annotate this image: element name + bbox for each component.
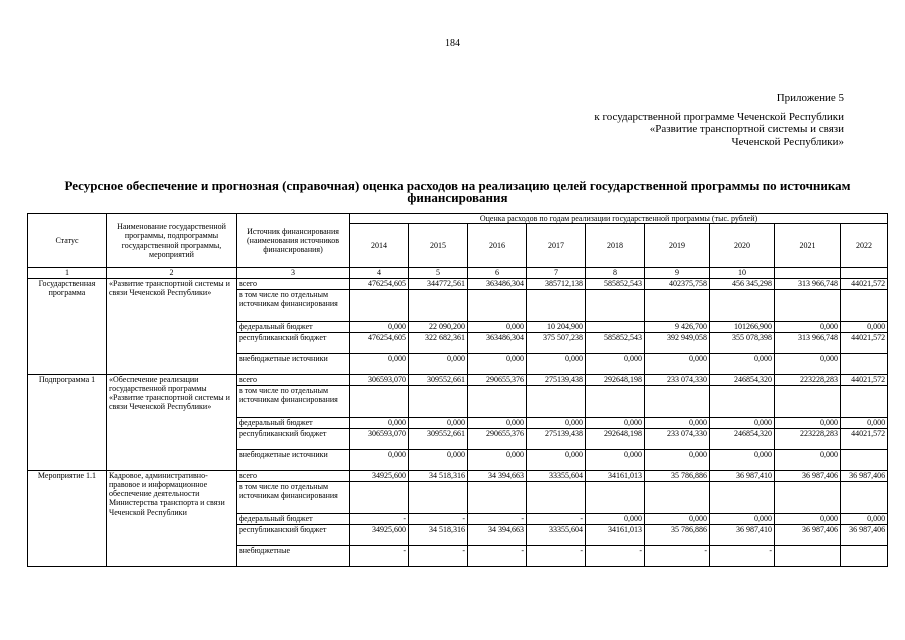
value-cell (775, 481, 841, 513)
column-index (841, 268, 888, 278)
value-cell: 322 682,361 (409, 332, 468, 353)
row-source: внебюджетные источники (237, 353, 350, 374)
value-cell (468, 289, 527, 321)
value-cell (586, 289, 645, 321)
value-cell: 585852,543 (586, 332, 645, 353)
table-row (28, 374, 888, 385)
value-cell: 306593,070 (350, 374, 409, 385)
value-cell: 355 078,398 (710, 332, 775, 353)
row-source: республиканский бюджет (237, 332, 350, 353)
value-cell: 476254,605 (350, 332, 409, 353)
value-cell: 0,000 (527, 449, 586, 470)
value-cell: 223228,283 (775, 374, 841, 385)
value-cell (586, 481, 645, 513)
value-cell (409, 481, 468, 513)
value-cell (350, 385, 409, 417)
value-cell: 0,000 (710, 513, 775, 524)
row-name: «Развитие транспортной системы и связи Чеченской Республики» (107, 278, 237, 374)
value-cell: 0,000 (527, 417, 586, 428)
table-row (28, 470, 888, 481)
column-index: 8 (586, 268, 645, 278)
value-cell: 290655,376 (468, 374, 527, 385)
document-title: Ресурсное обеспечение и прогнозная (справочная) оценка расходов на реализацию целей государственной программы по источникам финансирования (64, 178, 851, 205)
appendix-line: «Развитие транспортной системы и связи (649, 123, 844, 135)
value-cell (586, 385, 645, 417)
value-cell: 246854,320 (710, 428, 775, 449)
value-cell: 0,000 (350, 321, 409, 332)
year-header: 2020 (710, 224, 775, 268)
value-cell: 36 987,406 (775, 524, 841, 545)
value-cell: 313 966,748 (775, 278, 841, 289)
row-source: федеральный бюджет (237, 513, 350, 524)
value-cell: 0,000 (775, 353, 841, 374)
value-cell: - (645, 545, 710, 566)
value-cell: 35 786,886 (645, 470, 710, 481)
value-cell: 456 345,298 (710, 278, 775, 289)
value-cell: 34925,600 (350, 470, 409, 481)
value-cell (841, 481, 888, 513)
value-cell (710, 385, 775, 417)
value-cell: 33355,604 (527, 524, 586, 545)
row-source: в том числе по отдельным источникам финансирования (237, 385, 350, 417)
appendix-line: к государственной программе Чеченской Республики (594, 110, 844, 123)
year-header: 2021 (775, 224, 841, 268)
value-cell: 0,000 (409, 353, 468, 374)
value-cell: 292648,198 (586, 374, 645, 385)
value-cell (586, 321, 645, 332)
value-cell: 36 987,406 (841, 524, 888, 545)
value-cell: 36 987,406 (841, 470, 888, 481)
value-cell: 34 394,663 (468, 470, 527, 481)
header-name: Наименование государственной программы, подпрограммы государственной программы, мероприятий (107, 214, 237, 268)
value-cell: 34 518,316 (409, 524, 468, 545)
value-cell: 0,000 (350, 353, 409, 374)
value-cell (468, 385, 527, 417)
row-source: в том числе по отдельным источникам финансирования (237, 481, 350, 513)
value-cell: 0,000 (409, 449, 468, 470)
value-cell: 0,000 (645, 353, 710, 374)
row-source: республиканский бюджет (237, 524, 350, 545)
value-cell (468, 481, 527, 513)
column-index: 9 (645, 268, 710, 278)
appendix-block (594, 92, 844, 148)
value-cell (645, 385, 710, 417)
column-index: 2 (107, 268, 237, 278)
value-cell: 476254,605 (350, 278, 409, 289)
column-index: 10 (710, 268, 775, 278)
value-cell: 0,000 (841, 513, 888, 524)
value-cell: - (710, 545, 775, 566)
column-index: 4 (350, 268, 409, 278)
row-source: республиканский бюджет (237, 428, 350, 449)
value-cell: 223228,283 (775, 428, 841, 449)
value-cell: 0,000 (468, 417, 527, 428)
value-cell: 44021,572 (841, 332, 888, 353)
value-cell: 309552,661 (409, 428, 468, 449)
value-cell: 0,000 (710, 449, 775, 470)
value-cell: 292648,198 (586, 428, 645, 449)
value-cell (527, 385, 586, 417)
value-cell: 44021,572 (841, 428, 888, 449)
value-cell: 0,000 (775, 513, 841, 524)
year-header: 2017 (527, 224, 586, 268)
value-cell: 233 074,330 (645, 428, 710, 449)
value-cell: 306593,070 (350, 428, 409, 449)
value-cell: 402375,758 (645, 278, 710, 289)
row-source: в том числе по отдельным источникам финансирования (237, 289, 350, 321)
row-name: «Обеспечение реализации государственной программы «Развитие транспортной системы и связи Чеченской Республики» (107, 374, 237, 470)
row-status: Подпрограмма 1 (28, 374, 107, 470)
value-cell: 34 518,316 (409, 470, 468, 481)
value-cell: 0,000 (710, 353, 775, 374)
value-cell: 0,000 (409, 417, 468, 428)
value-cell (350, 289, 409, 321)
value-cell: 0,000 (468, 449, 527, 470)
value-cell: 0,000 (775, 449, 841, 470)
value-cell: 36 987,406 (775, 470, 841, 481)
column-index: 5 (409, 268, 468, 278)
value-cell: 0,000 (586, 449, 645, 470)
value-cell: 275139,438 (527, 374, 586, 385)
value-cell (645, 289, 710, 321)
value-cell: 392 949,058 (645, 332, 710, 353)
value-cell (775, 385, 841, 417)
value-cell: 33355,604 (527, 470, 586, 481)
value-cell (409, 385, 468, 417)
value-cell: 363486,304 (468, 332, 527, 353)
value-cell: 44021,572 (841, 278, 888, 289)
value-cell: 0,000 (645, 449, 710, 470)
value-cell (841, 385, 888, 417)
value-cell: 0,000 (350, 449, 409, 470)
value-cell (710, 481, 775, 513)
value-cell: 0,000 (645, 417, 710, 428)
header-source: Источник финансирования (наименования источников финансирования) (237, 214, 350, 268)
value-cell: 0,000 (527, 353, 586, 374)
header-status: Статус (28, 214, 107, 268)
value-cell (645, 481, 710, 513)
row-source: всего (237, 374, 350, 385)
page-number: 184 (445, 38, 460, 49)
value-cell: 363486,304 (468, 278, 527, 289)
value-cell: - (527, 513, 586, 524)
row-status: Мероприятие 1.1 (28, 470, 107, 566)
appendix-title: Приложение 5 (776, 92, 844, 104)
value-cell: 34925,600 (350, 524, 409, 545)
year-header: 2022 (841, 224, 888, 268)
value-cell: 0,000 (350, 417, 409, 428)
value-cell: 275139,438 (527, 428, 586, 449)
value-cell: - (409, 513, 468, 524)
value-cell: 0,000 (775, 417, 841, 428)
value-cell: - (586, 545, 645, 566)
column-index: 6 (468, 268, 527, 278)
value-cell: 290655,376 (468, 428, 527, 449)
column-index: 3 (237, 268, 350, 278)
value-cell: 9 426,700 (645, 321, 710, 332)
value-cell: 36 987,410 (710, 524, 775, 545)
value-cell: 0,000 (841, 321, 888, 332)
value-cell: - (468, 513, 527, 524)
value-cell: 385712,138 (527, 278, 586, 289)
value-cell: 0,000 (645, 513, 710, 524)
value-cell: 0,000 (586, 417, 645, 428)
table-row (28, 278, 888, 289)
value-cell: 10 204,900 (527, 321, 586, 332)
value-cell (710, 289, 775, 321)
value-cell (350, 481, 409, 513)
year-header: 2018 (586, 224, 645, 268)
value-cell (841, 545, 888, 566)
value-cell: 0,000 (710, 417, 775, 428)
value-cell (527, 289, 586, 321)
value-cell (841, 353, 888, 374)
column-index: 1 (28, 268, 107, 278)
value-cell (775, 545, 841, 566)
value-cell: 0,000 (586, 353, 645, 374)
value-cell: - (350, 545, 409, 566)
value-cell (775, 289, 841, 321)
value-cell: 585852,543 (586, 278, 645, 289)
row-source: внебюджетные (237, 545, 350, 566)
value-cell: 34161,013 (586, 470, 645, 481)
value-cell (527, 481, 586, 513)
row-name: Кадровое, административно-правовое и информационное обеспечение деятельности Министерства транспорта и связи Чеченской Республики (107, 470, 237, 566)
row-source: всего (237, 278, 350, 289)
year-header: 2014 (350, 224, 409, 268)
value-cell (841, 289, 888, 321)
value-cell: - (350, 513, 409, 524)
value-cell: 34161,013 (586, 524, 645, 545)
value-cell: 0,000 (468, 321, 527, 332)
value-cell: 344772,561 (409, 278, 468, 289)
value-cell: 0,000 (586, 513, 645, 524)
row-source: федеральный бюджет (237, 321, 350, 332)
value-cell: 246854,320 (710, 374, 775, 385)
value-cell: 0,000 (775, 321, 841, 332)
year-header: 2019 (645, 224, 710, 268)
value-cell: 233 074,330 (645, 374, 710, 385)
value-cell (409, 289, 468, 321)
value-cell: - (527, 545, 586, 566)
row-status: Государственная программа (28, 278, 107, 374)
appendix-line: Чеченской Республики» (731, 135, 844, 148)
row-source: всего (237, 470, 350, 481)
resource-table (27, 213, 888, 567)
column-index: 7 (527, 268, 586, 278)
value-cell: 101266,900 (710, 321, 775, 332)
column-index (775, 268, 841, 278)
year-header: 2016 (468, 224, 527, 268)
value-cell: 34 394,663 (468, 524, 527, 545)
value-cell: 35 786,886 (645, 524, 710, 545)
value-cell: 375 507,238 (527, 332, 586, 353)
value-cell: 22 090,200 (409, 321, 468, 332)
value-cell: - (409, 545, 468, 566)
value-cell: 309552,661 (409, 374, 468, 385)
value-cell: 0,000 (841, 417, 888, 428)
row-source: внебюджетные источники (237, 449, 350, 470)
row-source: федеральный бюджет (237, 417, 350, 428)
value-cell: 44021,572 (841, 374, 888, 385)
header-estimate: Оценка расходов по годам реализации государственной программы (тыс. рублей) (350, 214, 888, 224)
value-cell: 36 987,410 (710, 470, 775, 481)
value-cell: 0,000 (468, 353, 527, 374)
value-cell: - (468, 545, 527, 566)
value-cell (841, 449, 888, 470)
value-cell: 313 966,748 (775, 332, 841, 353)
year-header: 2015 (409, 224, 468, 268)
